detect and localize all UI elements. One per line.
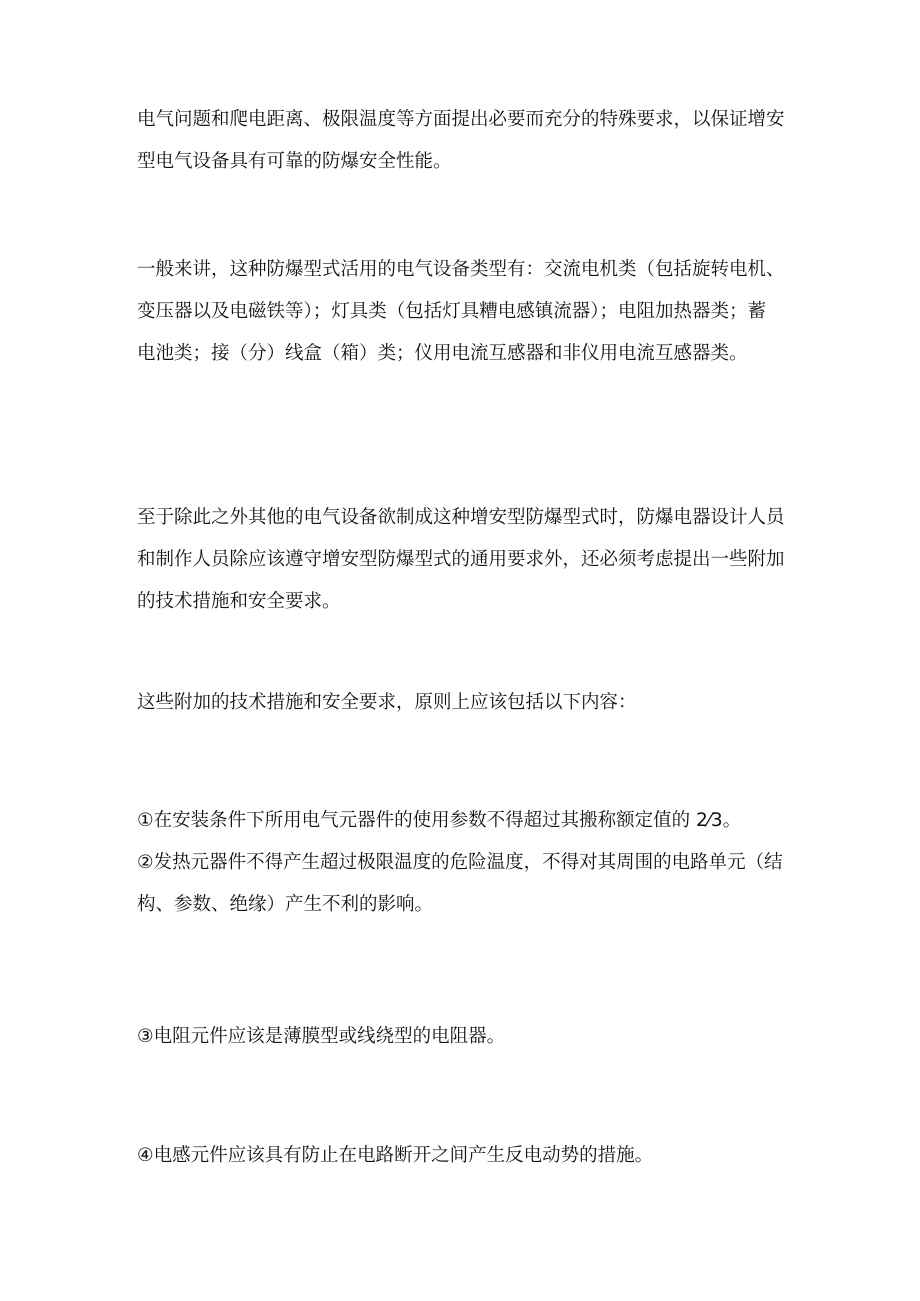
list-item: ②发热元器件不得产生超过极限温度的危险温度，不得对其周围的电路单元（结 <box>137 852 783 873</box>
list-item-3 <box>137 1016 797 1058</box>
text-line: 型电气设备具有可靠的防爆安全性能。 <box>137 151 452 172</box>
text-line: 这些附加的技术措施和安全要求，原则上应该包括以下内容： <box>137 692 637 713</box>
paragraph-other-equipment <box>137 497 797 623</box>
list-items-1-2 <box>137 800 797 926</box>
text-line: 一般来讲，这种防爆型式活用的电气设备类型有：交流电机类（包括旋转电机、 <box>137 259 785 280</box>
text-line: 至于除此之外其他的电气设备欲制成这种增安型防爆型式时，防爆电器设计人员 <box>137 507 785 528</box>
list-item: ④电感元件应该具有防止在电路断开之间产生反电动势的措施。 <box>137 1145 654 1166</box>
list-item: ①在安装条件下所用电气元器件的使用参数不得超过其搬称额定值的 2⁄3。 <box>137 810 742 831</box>
text-line: 电池类；接（分）线盒（箱）类；仪用电流互感器和非仪用电流互感器类。 <box>137 343 748 364</box>
paragraph-equipment-types <box>137 249 797 375</box>
paragraph-additional-measures <box>137 682 797 724</box>
list-item-continuation: 构、参数、绝缘）产生不利的影响。 <box>137 894 434 915</box>
text-line: 电气问题和爬电距离、极限温度等方面提出必要而充分的特殊要求，以保证增安 <box>137 109 785 130</box>
text-line: 的技术措施和安全要求。 <box>137 591 341 612</box>
text-line: 和制作人员除应该遵守增安型防爆型式的通用要求外，还必须考虑提出一些附加 <box>137 549 785 570</box>
list-item: ③电阻元件应该是薄膜型或线绕型的电阻器。 <box>137 1026 506 1047</box>
text-line: 变压器以及电磁铁等）；灯具类（包括灯具糟电感镇流器）；电阻加热器类；蓄 <box>137 301 767 322</box>
list-item-4 <box>137 1135 797 1177</box>
paragraph-intro-requirements <box>137 99 797 183</box>
